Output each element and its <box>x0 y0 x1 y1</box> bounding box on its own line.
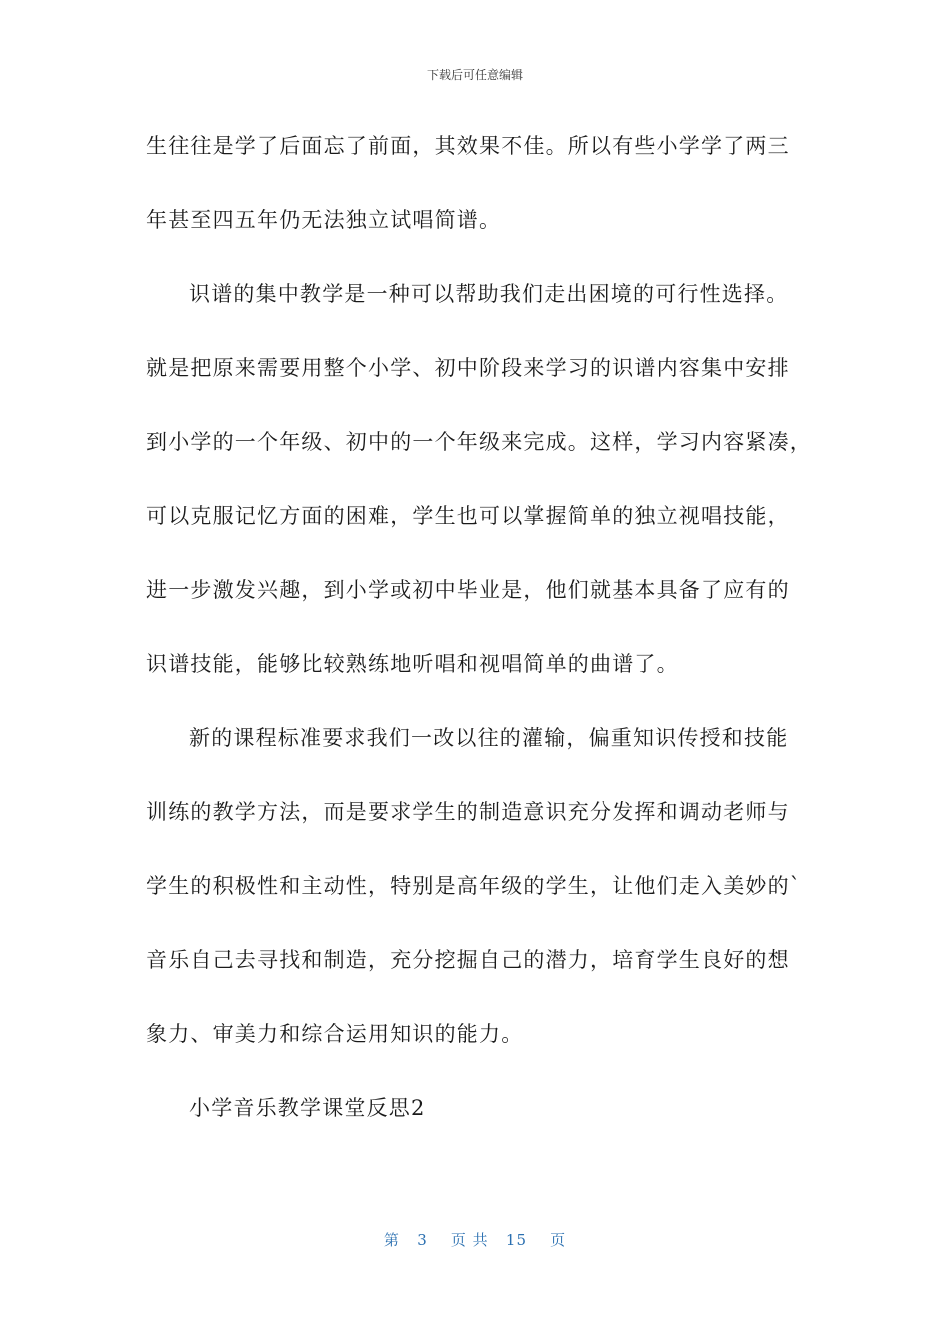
footer-page-number: 3 <box>417 1231 428 1249</box>
section-heading: 小学音乐教学课堂反思2 <box>189 1096 426 1120</box>
text-line-9: 新的课程标准要求我们一改以往的灌输，偏重知识传授和技能 <box>189 726 789 750</box>
text-line-13: 象力、审美力和综合运用知识的能力。 <box>146 1022 524 1046</box>
text-line-5: 到小学的一个年级、初中的一个年级来完成。这样，学习内容紧凑， <box>146 430 812 454</box>
text-line-2: 年甚至四五年仍无法独立试唱简谱。 <box>146 208 502 232</box>
text-line-7: 进一步激发兴趣，到小学或初中毕业是，他们就基本具备了应有的 <box>146 578 790 602</box>
text-line-1: 生往往是学了后面忘了前面，其效果不佳。所以有些小学学了两三 <box>146 134 790 158</box>
text-line-3: 识谱的集中教学是一种可以帮助我们走出困境的可行性选择。 <box>189 282 789 306</box>
text-line-8: 识谱技能，能够比较熟练地听唱和视唱简单的曲谱了。 <box>146 652 679 676</box>
body-text <box>146 126 812 1162</box>
text-line-12: 音乐自己去寻找和制造，充分挖掘自己的潜力，培育学生良好的想 <box>146 948 790 972</box>
page-header: 下载后可任意编辑 <box>426 68 523 82</box>
text-line-11: 学生的积极性和主动性，特别是高年级的学生，让他们走入美妙的` <box>146 874 802 898</box>
footer-prefix: 第 <box>383 1231 400 1249</box>
page-footer <box>0 1229 950 1250</box>
text-line-10: 训练的教学方法，而是要求学生的制造意识充分发挥和调动老师与 <box>146 800 790 824</box>
footer-suffix: 页 <box>550 1231 567 1249</box>
footer-total-pages: 15 <box>505 1231 528 1249</box>
text-line-6: 可以克服记忆方面的困难，学生也可以掌握简单的独立视唱技能， <box>146 504 790 528</box>
footer-middle: 页 共 <box>450 1231 489 1249</box>
text-line-4: 就是把原来需要用整个小学、初中阶段来学习的识谱内容集中安排 <box>146 356 790 380</box>
